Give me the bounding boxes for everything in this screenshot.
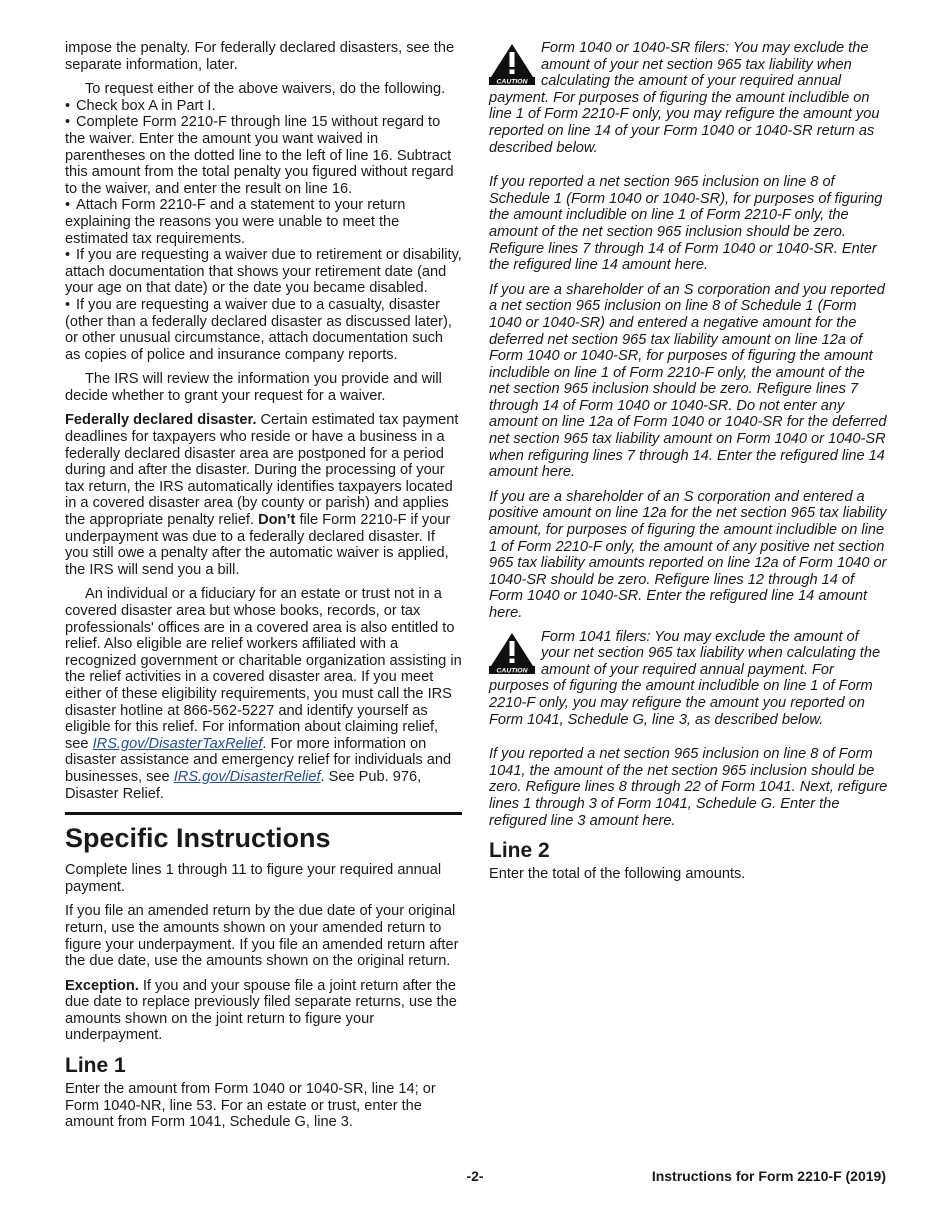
instruction-paragraph: If you reported a net section 965 inclusion on line 8 of Schedule 1 (Form 1040 or 1040-SR), for purposes of figuring the amount includible on line 1 of Form 2210-F only, the amount of the net section 965 inclusion should be zero. Refigure lines 7 through 14 of Form 1040 or 1040-SR. Enter the refigured line 14 amount here. bbox=[489, 174, 883, 274]
bullet-item: • Check box A in Part I. bbox=[65, 98, 462, 115]
caution-label: CAUTION bbox=[496, 667, 528, 674]
specific-instructions-heading: Specific Instructions bbox=[65, 823, 331, 854]
section-divider bbox=[65, 812, 462, 815]
complete-lines-paragraph: Complete lines 1 through 11 to figure your required annual payment. bbox=[65, 862, 442, 895]
caution-icon bbox=[489, 43, 535, 85]
line-1-text: Enter the amount from Form 1040 or 1040-SR, line 14; or Form 1040-NR, line 53. For an estate or trust, enter the amount from Form 1041, Schedule G, line 3. bbox=[65, 1081, 436, 1131]
line-2-heading: Line 2 bbox=[489, 839, 550, 863]
right-column bbox=[489, 40, 889, 883]
exception-paragraph bbox=[65, 978, 462, 1044]
bullet-item: • Complete Form 2210-F through line 15 without regard to the waiver. Enter the amount you want waived in parentheses on the dotted line to the left of line 16. Subtract this amount from the total penalty you figured without regard to the waiver, and enter the result on line 16. bbox=[65, 114, 462, 197]
run-in-heading: Federally declared disaster. bbox=[65, 412, 257, 429]
caution-box-1040 bbox=[489, 40, 889, 156]
exception-text: If you and your spouse file a joint return after the due date to replace previously filed separate returns, use the amounts shown on the joint return to figure your underpayment. bbox=[65, 977, 457, 1044]
instruction-paragraph: If you are a shareholder of an S corporation and you reported a net section 965 inclusion on line 8 of Schedule 1 (Form 1040 or 1040-SR) and entered a negative amount for the deferred net section 965 tax liability amount on line 12a of Form 1040 or 1040-SR, for purposes of figuring the amount includible on line 1 of Form 2210-F only, the amount of the net section 965 inclusion should be zero. Refigure lines 7 through 14 of Form 1040 or 1040-SR. Do not enter any amount on line 12a of Form 1040 or 1040-SR for the deferred net section 965 tax liability amount on Form 1040 or 1040-SR when refiguring lines 7 through 14. Enter the refigured line 14 amount here. bbox=[489, 281, 887, 481]
request-paragraph: To request either of the above waivers, do the following. bbox=[85, 81, 446, 98]
disaster-tax-relief-link[interactable]: IRS.gov/DisasterTaxRelief bbox=[92, 735, 263, 752]
running-title: Instructions for Form 2210-F (2019) bbox=[651, 1168, 886, 1184]
eligibility-paragraph bbox=[65, 586, 462, 802]
bullet-item: • If you are requesting a waiver due to a casualty, disaster (other than a federally declared disaster as discussed later), or other unusual circumstance, attach documentation such as copies of police and insurance company reports. bbox=[65, 297, 462, 363]
eligibility-text-mid: . For more information on disaster assistance and emergency relief for individuals and businesses, see bbox=[65, 735, 452, 785]
left-column bbox=[65, 40, 462, 1131]
review-paragraph: The IRS will review the information you provide and will decide whether to grant your request for a waiver. bbox=[65, 371, 442, 404]
instruction-paragraph: If you reported a net section 965 inclusion on line 8 of Form 1041, the amount of the net section 965 inclusion should be zero. Refigure lines 8 through 22 of Form 1041. Next, refigure lines 1 through 3 of Form 1041, Schedule G. Enter the refigured line 3 amount here. bbox=[489, 746, 888, 829]
federally-declared-disaster-paragraph bbox=[65, 412, 462, 578]
instruction-paragraph: If you are a shareholder of an S corporation and entered a positive amount on line 12a for the net section 965 tax liability amount, for purposes of figuring the amount includible on line 1 of Form 2210-F only, the amount of any positive net section 965 tax liability amounts reported on line 12a of Form 1040 or 1040-SR should be zero. Refigure lines 12 through 14 of Form 1040 or 1040-SR. Enter the refigured line 14 amount here. bbox=[489, 488, 887, 621]
caution-box-1041 bbox=[489, 629, 889, 729]
bullet-item: • Attach Form 2210-F and a statement to your return explaining the reasons you were unable to meet the estimated tax requirements. bbox=[65, 197, 462, 247]
caution-label: CAUTION bbox=[496, 78, 528, 85]
eligibility-text: An individual or a fiduciary for an estate or trust not in a covered disaster area but whose books, records, or tax professionals' offices are in a covered area is also entitled to relief. Also eligible are relief workers affiliated with a recognized government or charitable organization assisting in the relief activities in a covered disaster area. If you meet either of these eligibility requirements, you must call the IRS disaster hotline at 866-562-5227 and identify yourself as eligible for this relief. For information about claiming relief, see bbox=[65, 586, 462, 752]
run-in-heading: Exception. bbox=[65, 977, 139, 994]
emphasis-dont: Don’t bbox=[258, 512, 296, 529]
bullet-item: • If you are requesting a waiver due to retirement or disability, attach documentation that shows your retirement date (and your age on that date) or the date you became disabled. bbox=[65, 247, 462, 297]
eligibility-text-end: . See Pub. 976, Disaster Relief. bbox=[65, 768, 422, 802]
intro-paragraph: impose the penalty. For federally declared disasters, see the separate information, later. bbox=[65, 40, 455, 73]
caution-text: Form 1041 filers: You may exclude the amount of your net section 965 tax liability when calculating the amount of your required annual payment. For purposes of figuring the amount includible on line 1 of Form 2210-F only, you may refigure the amount you reported on Form 1041, Schedule G, line 3, as described below. bbox=[489, 628, 881, 728]
caution-icon bbox=[489, 632, 535, 674]
disaster-text: Certain estimated tax payment deadlines for taxpayers who reside or have a business in a federally declared disaster area are postponed for a period during and after the disaster. During the processing of your tax return, the IRS automatically identifies taxpayers located in a covered disaster area (by county or parish) and applies the appropriate penalty relief. bbox=[65, 412, 459, 529]
disaster-relief-link[interactable]: IRS.gov/DisasterRelief bbox=[173, 768, 321, 785]
page-number: -2- bbox=[466, 1168, 484, 1184]
line-2-text: Enter the total of the following amounts. bbox=[489, 866, 746, 883]
line-1-heading: Line 1 bbox=[65, 1054, 126, 1078]
amended-return-paragraph: If you file an amended return by the due date of your original return, use the amounts shown on your amended return to figure your underpayment. If you file an amended return after the due date, use the amounts shown on the original return. bbox=[65, 903, 459, 970]
disaster-text-continued: file Form 2210-F if your underpayment was due to a federally declared disaster. If you still owe a penalty after the automatic waiver is applied, the IRS will send you a bill. bbox=[65, 512, 451, 578]
caution-text: Form 1040 or 1040-SR filers: You may exclude the amount of your net section 965 tax liability when calculating the amount of your required annual payment. For purposes of figuring the amount includible on line 1 of Form 2210-F only, you may refigure the amount you reported on line 14 of your Form 1040 or 1040-SR return as described below. bbox=[489, 40, 880, 156]
